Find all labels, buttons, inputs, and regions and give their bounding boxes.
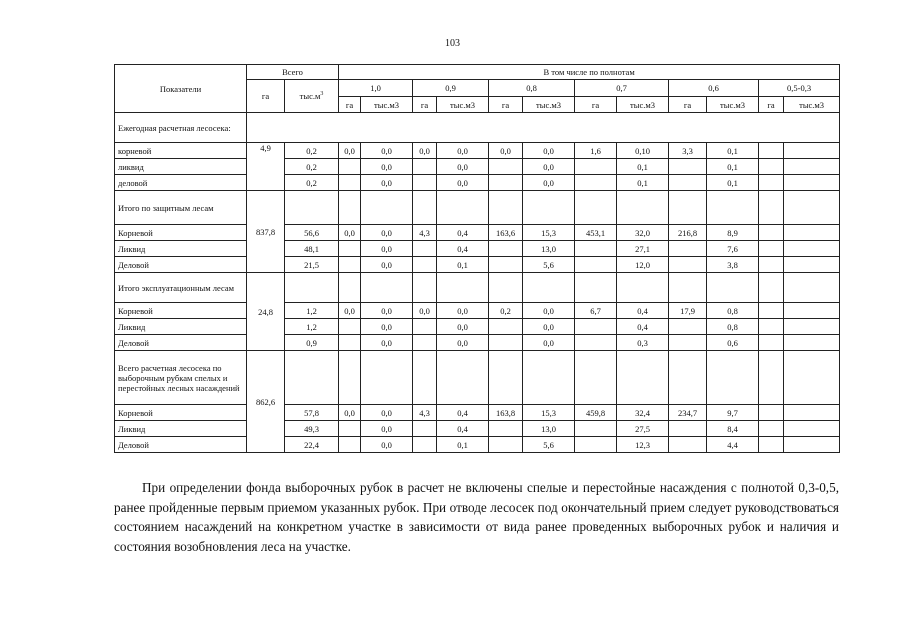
data-cell (759, 143, 784, 159)
data-cell (669, 335, 707, 351)
table-row (115, 225, 840, 241)
group-title: Всего расчетная лесосека по выборочным рубкам спелых и перестойных лесных насаждений (115, 351, 247, 405)
data-cell (784, 257, 840, 273)
group-title-row (115, 273, 840, 303)
row-label: Ликвид (115, 319, 247, 335)
data-cell: 8,4 (707, 421, 759, 437)
group-total-ha: 837,8 (247, 191, 285, 273)
header-total-m3 (285, 80, 339, 113)
data-cell: 0,1 (437, 257, 489, 273)
table-row (115, 437, 840, 453)
empty-cell (339, 191, 361, 225)
header-indicator: Показатели (115, 65, 247, 113)
data-cell (413, 241, 437, 257)
data-cell (575, 421, 617, 437)
empty-cell (575, 351, 617, 405)
header-unit-ha: га (339, 97, 361, 113)
data-cell (339, 241, 361, 257)
data-cell: 0,6 (707, 335, 759, 351)
table-row (115, 303, 840, 319)
data-cell (575, 319, 617, 335)
note-paragraph: При определении фонда выборочных рубок в расчет не включены спелые и перестойные насаждения с полнотой 0,3-0,5, ранее пройденные первым приемом указанных рубок. При отводе лесосек под окончательный прием следует руководствоваться состоянием насаждений на конкретном участке в зависимости от вида ранее проведенных выборочных рубок и наличия и состояния возобновления леса на участке. (114, 480, 839, 554)
data-cell: 453,1 (575, 225, 617, 241)
data-cell (339, 421, 361, 437)
data-cell: 0,0 (413, 143, 437, 159)
data-cell (575, 159, 617, 175)
data-cell (759, 319, 784, 335)
empty-cell (285, 191, 339, 225)
data-cell: 0,0 (361, 421, 413, 437)
data-cell: 12,3 (617, 437, 669, 453)
data-cell: 0,0 (361, 437, 413, 453)
row-total-m3: 49,3 (285, 421, 339, 437)
data-cell: 0,1 (707, 143, 759, 159)
row-total-m3: 48,1 (285, 241, 339, 257)
header-unit-m3: тыс.м3 (437, 97, 489, 113)
table-row (115, 257, 840, 273)
data-cell: 3,8 (707, 257, 759, 273)
data-cell (413, 159, 437, 175)
row-label: Деловой (115, 437, 247, 453)
empty-cell (361, 351, 413, 405)
data-cell (489, 421, 523, 437)
row-total-m3: 0,9 (285, 335, 339, 351)
data-cell (669, 437, 707, 453)
data-cell (489, 319, 523, 335)
data-cell: 8,9 (707, 225, 759, 241)
header-density: 0,9 (413, 80, 489, 97)
empty-cell (489, 191, 523, 225)
header-unit-m3: тыс.м3 (523, 97, 575, 113)
data-cell: 13,0 (523, 241, 575, 257)
empty-cell (617, 191, 669, 225)
table-row (115, 159, 840, 175)
data-cell: 163,6 (489, 225, 523, 241)
data-cell (339, 319, 361, 335)
empty-cell (413, 273, 437, 303)
header-unit-m3: тыс.м3 (707, 97, 759, 113)
data-cell (413, 421, 437, 437)
data-cell (669, 257, 707, 273)
header-density: 1,0 (339, 80, 413, 97)
data-cell: 0,0 (339, 225, 361, 241)
data-cell (759, 421, 784, 437)
empty-cell (759, 351, 784, 405)
data-cell: 163,8 (489, 405, 523, 421)
data-cell: 5,6 (523, 437, 575, 453)
data-cell: 0,0 (523, 319, 575, 335)
data-cell: 15,3 (523, 405, 575, 421)
row-label: ликвид (115, 159, 247, 175)
data-cell (784, 303, 840, 319)
header-total-m3-text: тыс.м (299, 91, 321, 101)
data-cell: 0,1 (707, 175, 759, 191)
group-title-row (115, 113, 840, 143)
group-title-row (115, 191, 840, 225)
data-cell: 0,0 (437, 143, 489, 159)
data-cell: 6,7 (575, 303, 617, 319)
header-unit-m3: тыс.м3 (617, 97, 669, 113)
data-cell: 0,0 (413, 303, 437, 319)
empty-cell (437, 273, 489, 303)
row-label: Ликвид (115, 241, 247, 257)
data-cell (413, 437, 437, 453)
data-cell: 0,4 (617, 303, 669, 319)
data-cell (339, 437, 361, 453)
empty-cell (413, 351, 437, 405)
empty-cell (489, 273, 523, 303)
group-title-row (115, 351, 840, 405)
data-cell (413, 175, 437, 191)
data-cell: 15,3 (523, 225, 575, 241)
data-cell: 1,6 (575, 143, 617, 159)
empty-cell (339, 273, 361, 303)
data-cell: 0,3 (617, 335, 669, 351)
data-cell: 9,7 (707, 405, 759, 421)
table-row (115, 241, 840, 257)
empty-cell (707, 351, 759, 405)
row-label: Корневой (115, 303, 247, 319)
data-cell (413, 257, 437, 273)
data-cell (784, 437, 840, 453)
data-cell (759, 303, 784, 319)
row-total-m3: 0,2 (285, 143, 339, 159)
data-cell (759, 405, 784, 421)
empty-cell (784, 273, 840, 303)
empty-cell (361, 191, 413, 225)
data-cell: 0,0 (523, 335, 575, 351)
data-cell: 0,0 (361, 303, 413, 319)
data-cell: 0,0 (437, 175, 489, 191)
data-cell: 0,0 (361, 175, 413, 191)
empty-cell (575, 191, 617, 225)
row-label: Корневой (115, 405, 247, 421)
data-cell (489, 175, 523, 191)
data-cell (339, 257, 361, 273)
empty-cell (707, 273, 759, 303)
data-cell (759, 257, 784, 273)
data-cell: 0,1 (437, 437, 489, 453)
data-cell (575, 257, 617, 273)
empty-cell (437, 191, 489, 225)
data-cell: 0,0 (523, 175, 575, 191)
data-cell: 27,5 (617, 421, 669, 437)
data-cell: 0,0 (361, 143, 413, 159)
data-cell: 0,4 (437, 225, 489, 241)
header-total-ha: га (247, 80, 285, 113)
group-total-ha: 24,8 (247, 273, 285, 351)
header-unit-ha: га (575, 97, 617, 113)
data-cell (784, 143, 840, 159)
data-cell: 0,8 (707, 319, 759, 335)
table-row (115, 335, 840, 351)
data-cell: 32,4 (617, 405, 669, 421)
row-label: деловой (115, 175, 247, 191)
empty-cell (489, 351, 523, 405)
header-total-m3-sup: 3 (320, 91, 324, 98)
row-label: корневой (115, 143, 247, 159)
empty-cell (523, 273, 575, 303)
row-label: Корневой (115, 225, 247, 241)
row-total-m3: 21,5 (285, 257, 339, 273)
data-cell: 0,0 (489, 143, 523, 159)
data-cell (339, 159, 361, 175)
data-cell (669, 159, 707, 175)
row-label: Деловой (115, 257, 247, 273)
data-cell: 0,0 (361, 241, 413, 257)
data-cell: 0,0 (361, 159, 413, 175)
empty-cell (285, 273, 339, 303)
data-cell: 234,7 (669, 405, 707, 421)
data-cell (784, 175, 840, 191)
data-cell: 0,0 (523, 143, 575, 159)
row-label: Ликвид (115, 421, 247, 437)
group-title: Итого эксплуатационным лесам (115, 273, 247, 303)
data-cell (489, 241, 523, 257)
data-cell: 0,0 (361, 319, 413, 335)
data-cell: 0,0 (339, 303, 361, 319)
data-cell: 0,1 (707, 159, 759, 175)
data-cell: 4,3 (413, 225, 437, 241)
data-cell (784, 319, 840, 335)
data-cell (489, 257, 523, 273)
forest-cut-table (114, 64, 840, 453)
table-row (115, 405, 840, 421)
data-cell: 17,9 (669, 303, 707, 319)
data-cell: 0,0 (339, 405, 361, 421)
header-unit-ha: га (489, 97, 523, 113)
data-cell (669, 241, 707, 257)
empty-cell (339, 351, 361, 405)
data-cell: 0,4 (437, 241, 489, 257)
data-cell (784, 225, 840, 241)
data-cell: 4,4 (707, 437, 759, 453)
empty-cell (617, 351, 669, 405)
data-cell: 0,0 (437, 303, 489, 319)
data-cell: 0,8 (707, 303, 759, 319)
data-cell (759, 241, 784, 257)
row-total-m3: 22,4 (285, 437, 339, 453)
empty-cell (247, 113, 840, 143)
empty-cell (413, 191, 437, 225)
empty-cell (669, 191, 707, 225)
data-cell: 0,0 (523, 303, 575, 319)
data-cell (413, 335, 437, 351)
data-cell: 4,3 (413, 405, 437, 421)
data-cell: 0,4 (437, 421, 489, 437)
data-cell (784, 405, 840, 421)
group-total-ha: 862,6 (247, 351, 285, 453)
row-total-m3: 1,2 (285, 319, 339, 335)
data-cell (575, 335, 617, 351)
data-cell: 0,4 (617, 319, 669, 335)
row-total-m3: 57,8 (285, 405, 339, 421)
data-cell: 216,8 (669, 225, 707, 241)
data-cell: 32,0 (617, 225, 669, 241)
header-including: В том числе по полнотам (339, 65, 840, 80)
data-cell (575, 437, 617, 453)
data-cell (759, 437, 784, 453)
empty-cell (361, 273, 413, 303)
data-cell: 0,0 (523, 159, 575, 175)
page-number: 103 (445, 38, 460, 49)
header-density: 0,8 (489, 80, 575, 97)
data-cell (489, 335, 523, 351)
data-cell: 0,0 (361, 257, 413, 273)
table-row (115, 319, 840, 335)
empty-cell (575, 273, 617, 303)
empty-cell (784, 191, 840, 225)
data-cell: 0,1 (617, 159, 669, 175)
data-cell: 0,0 (437, 159, 489, 175)
data-cell (784, 335, 840, 351)
row-total-m3: 0,2 (285, 159, 339, 175)
row-label: Деловой (115, 335, 247, 351)
header-density: 0,6 (669, 80, 759, 97)
data-cell (784, 159, 840, 175)
data-cell (669, 319, 707, 335)
empty-cell (285, 351, 339, 405)
data-cell: 7,6 (707, 241, 759, 257)
empty-cell (784, 351, 840, 405)
data-cell: 0,10 (617, 143, 669, 159)
data-cell (784, 421, 840, 437)
data-cell: 5,6 (523, 257, 575, 273)
table-row (115, 175, 840, 191)
header-total: Всего (247, 65, 339, 80)
data-cell (575, 175, 617, 191)
table-header (115, 65, 840, 113)
empty-cell (707, 191, 759, 225)
row-total-m3: 0,2 (285, 175, 339, 191)
row-total-m3: 56,6 (285, 225, 339, 241)
header-density: 0,5-0,3 (759, 80, 840, 97)
table-row (115, 421, 840, 437)
data-cell: 0,0 (361, 335, 413, 351)
empty-cell (523, 191, 575, 225)
header-unit-m3: тыс.м3 (784, 97, 840, 113)
data-cell (339, 335, 361, 351)
data-cell: 0,0 (361, 405, 413, 421)
group-title: Итого по защитным лесам (115, 191, 247, 225)
header-density: 0,7 (575, 80, 669, 97)
data-cell: 0,0 (339, 143, 361, 159)
data-cell: 0,0 (437, 319, 489, 335)
empty-cell (617, 273, 669, 303)
table-body (115, 113, 840, 453)
data-cell: 0,0 (361, 225, 413, 241)
data-cell (759, 159, 784, 175)
empty-cell (523, 351, 575, 405)
group-title: Ежегодная расчетная лесосека: (115, 113, 247, 143)
data-cell: 0,2 (489, 303, 523, 319)
empty-cell (669, 273, 707, 303)
row-total-m3: 1,2 (285, 303, 339, 319)
data-cell (759, 175, 784, 191)
data-cell (413, 319, 437, 335)
data-cell (575, 241, 617, 257)
data-cell: 0,1 (617, 175, 669, 191)
data-cell: 12,0 (617, 257, 669, 273)
header-unit-m3: тыс.м3 (361, 97, 413, 113)
data-cell (489, 159, 523, 175)
data-cell (489, 437, 523, 453)
data-cell (339, 175, 361, 191)
data-cell: 459,8 (575, 405, 617, 421)
data-cell (759, 335, 784, 351)
header-unit-ha: га (669, 97, 707, 113)
table-row (115, 143, 840, 159)
data-cell (759, 225, 784, 241)
group-total-ha: 4,9 (247, 143, 285, 191)
empty-cell (437, 351, 489, 405)
header-unit-ha: га (759, 97, 784, 113)
data-cell: 3,3 (669, 143, 707, 159)
data-cell: 13,0 (523, 421, 575, 437)
data-cell (784, 241, 840, 257)
data-cell: 27,1 (617, 241, 669, 257)
data-cell: 0,4 (437, 405, 489, 421)
empty-cell (759, 273, 784, 303)
empty-cell (669, 351, 707, 405)
data-cell (669, 421, 707, 437)
data-cell (669, 175, 707, 191)
header-unit-ha: га (413, 97, 437, 113)
data-cell: 0,0 (437, 335, 489, 351)
empty-cell (759, 191, 784, 225)
